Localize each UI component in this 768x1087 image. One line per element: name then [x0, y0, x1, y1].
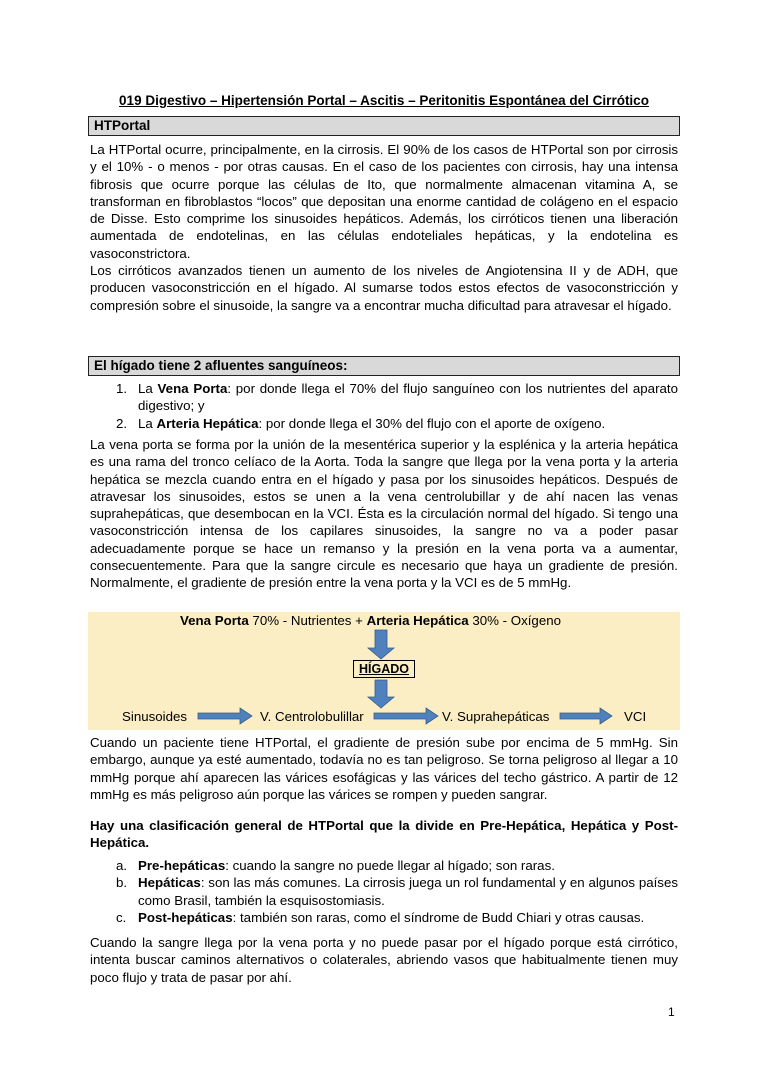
paragraph-gradiente: Cuando un paciente tiene HTPortal, el gradiente de presión sube por encima de 5 mmHg. Sin embargo, aunque ya esté aumentado, todavía no es tan peligroso. Se torna peligroso al llegar a 10 mmHg porque ahí aparecen las várices esofágicas y las várices del techo gástrico. A partir de 12 mmHg es más peligroso aún porque las várices se rompen y pueden sangrar.: [90, 735, 678, 802]
list-item: 1. La Vena Porta: por donde llega el 70% del flujo sanguíneo con los nutrientes del aparato digestivo; y: [116, 381, 678, 414]
diagram-vena-porta: Vena Porta: [180, 613, 249, 628]
clasificacion-heading: Hay una clasificación general de HTPortal que la divide en Pre-Hepática, Hepática y Post-Hepática.: [90, 818, 678, 851]
term-hepaticas: Hepáticas: [138, 875, 201, 891]
list-marker: a.: [116, 858, 128, 873]
list-item: c. Post-hepáticas: también son raras, como el síndrome de Budd Chiari y otras causas.: [116, 909, 645, 925]
arrow-right-icon: [198, 708, 252, 724]
arrow-right-icon: [560, 708, 612, 724]
list-item: a. Pre-hepáticas: cuando la sangre no puede llegar al hígado; son raras.: [116, 858, 555, 873]
circulation-diagram: [88, 612, 680, 730]
arrow-right-icon: [374, 708, 438, 724]
list-item: 2. La Arteria Hepática: por donde llega el 30% del flujo con el aporte de oxígeno.: [116, 415, 606, 431]
list-item: b. Hepáticas: son las más comunes. La cirrosis juega un rol fundamental y en algunos países como Brasil, también la esquisostomiasis.: [116, 875, 678, 908]
diagram-inputs: Vena Porta 70% - Nutrientes + Arteria Hepática 30% - Oxígeno: [180, 613, 562, 628]
diagram-v-suprahepaticas: V. Suprahepáticas: [442, 709, 550, 724]
diagram-v-centrolobulillar: V. Centrolobulillar: [260, 709, 364, 724]
section-heading-htportal: HTPortal: [88, 116, 680, 136]
page-number: 1: [668, 1005, 675, 1019]
list-marker: b.: [116, 875, 128, 891]
list-marker: 1.: [116, 381, 128, 396]
diagram-arteria-hepatica: Arteria Hepática: [366, 613, 469, 628]
term-post-hepaticas: Post-hepáticas: [138, 909, 233, 925]
paragraph-colaterales: Cuando la sangre llega por la vena porta y no puede pasar por el hígado porque está cirrótico, intenta buscar caminos alternativos o colaterales, abriendo vasos que habitualmente tienen muy poco flujo y trata de pasar por ahí.: [90, 935, 678, 985]
list-marker: c.: [116, 909, 127, 925]
diagram-higado-box: HÍGADO: [353, 660, 415, 678]
section-heading-afluentes: El hígado tiene 2 afluentes sanguíneos:: [88, 356, 680, 376]
arrow-down-icon: [368, 630, 394, 659]
term-pre-hepaticas: Pre-hepáticas: [138, 858, 226, 873]
arrow-down-icon: [368, 680, 394, 708]
diagram-vci: VCI: [624, 709, 647, 724]
term-vena-porta: Vena Porta: [157, 381, 228, 396]
diagram-sinusoides: Sinusoides: [122, 709, 188, 724]
paragraph-angiotensina: Los cirróticos avanzados tienen un aumento de los niveles de Angiotensina II y de ADH, que producen vasoconstricción en el hígado. Al sumarse todos estos efectos de vasoconstricción y compresión sobre el sinusoide, la sangre va a encontrar mucha dificultad para atravesar el hígado.: [90, 263, 678, 313]
paragraph-htportal-intro: La HTPortal ocurre, principalmente, en la cirrosis. El 90% de los casos de HTPortal son por cirrosis y el 10% - o menos - por otras causas. En el caso de los pacientes con cirrosis, hay una intensa fibrosis que ocurre porque las células de Ito, que normalmente almacenan vitamina A, se transforman en fibroblastos “locos” que depositan una enorme cantidad de colágeno en el espacio de Disse. Esto comprime los sinusoides hepáticos. Además, los cirróticos tienen una liberación aumentada de endotelinas, en las células endoteliales hepáticas, y la endotelina es vasoconstrictora.: [90, 142, 678, 261]
document-title: 019 Digestivo – Hipertensión Portal – Ascitis – Peritonitis Espontánea del Cirrótico: [119, 93, 649, 108]
list-marker: 2.: [116, 415, 128, 431]
term-arteria-hepatica: Arteria Hepática: [156, 415, 259, 431]
clasificacion-list: [90, 857, 678, 926]
afluentes-list: [90, 380, 678, 432]
paragraph-vena-porta: La vena porta se forma por la unión de la mesentérica superior y la esplénica y la arteria hepática es una rama del tronco celíaco de la Aorta. Toda la sangre que llega por la vena porta y la arteria hepática se mezcla cuando entra en el hígado y pasa por los sinusoides hepáticos. Después de atravesar los sinusoides, estos se unen a la vena centrolubillar y de ahí nacen las venas suprahepáticas, que desembocan en la VCI. Ésta es la circulación normal del hígado. Si tengo una vasoconstricción intensa de los capilares sinusoides, la sangre no va a poder pasar adecuadamente porque se hace un remanso y la presión en la vena porta va a aumentar, consecuentemente. Para que la sangre circule es necesario que haya un gradiente de presión. Normalmente, el gradiente de presión entre la vena porta y la VCI es de 5 mmHg.: [90, 437, 678, 591]
